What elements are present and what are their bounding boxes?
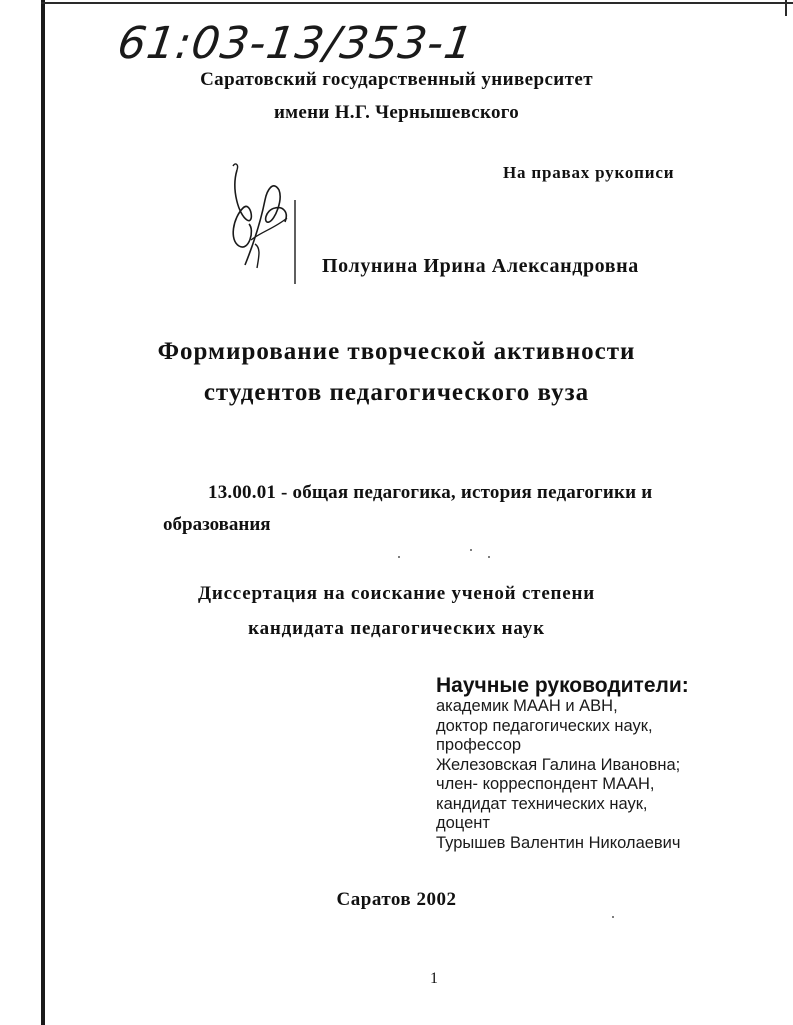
- archive-code: 61:03-13/353-1: [114, 18, 477, 69]
- scan-speck: [398, 556, 400, 558]
- supervisor-line: академик МААН и АВН,: [436, 697, 618, 715]
- supervisors-list: [436, 697, 681, 853]
- degree-line2: кандидата педагогических наук: [248, 618, 545, 639]
- degree-line1: Диссертация на соискание ученой степени: [197, 583, 596, 604]
- scan-edge-top: [41, 2, 793, 4]
- supervisor-line: член- корреспондент МААН,: [436, 775, 655, 793]
- page-number: 1: [430, 970, 438, 987]
- specialty-line2: образования: [163, 514, 271, 535]
- supervisor-line: доктор педагогических наук,: [436, 716, 653, 735]
- supervisor-line: Железовская Галина Ивановна;: [436, 755, 681, 774]
- scan-edge-right: [785, 0, 787, 16]
- scan-speck: [470, 549, 472, 551]
- supervisor-line: Турышев Валентин Николаевич: [436, 833, 681, 852]
- supervisor-line: кандидат технических наук,: [436, 794, 648, 813]
- handwritten-signature-icon: [225, 160, 305, 290]
- manuscript-note: На правах рукописи: [503, 163, 675, 182]
- scan-speck: [488, 556, 490, 558]
- scan-speck: [612, 916, 614, 918]
- city-year: Саратов 2002: [336, 889, 457, 910]
- specialty-line1: 13.00.01 - общая педагогика, история педагогики и: [208, 482, 653, 503]
- supervisor-line: профессор: [436, 736, 522, 754]
- university-named-after: имени Н.Г. Чернышевского: [273, 102, 520, 123]
- dissertation-title-line1: Формирование творческой активности: [157, 338, 636, 365]
- supervisor-line: доцент: [436, 814, 490, 832]
- university-name: Саратовский государственный университет: [200, 69, 593, 90]
- scan-edge-left: [41, 0, 45, 1025]
- dissertation-title-line2: студентов педагогического вуза: [203, 379, 590, 406]
- author-name: Полунина Ирина Александровна: [322, 255, 639, 277]
- supervisors-heading: Научные руководители:: [436, 674, 689, 697]
